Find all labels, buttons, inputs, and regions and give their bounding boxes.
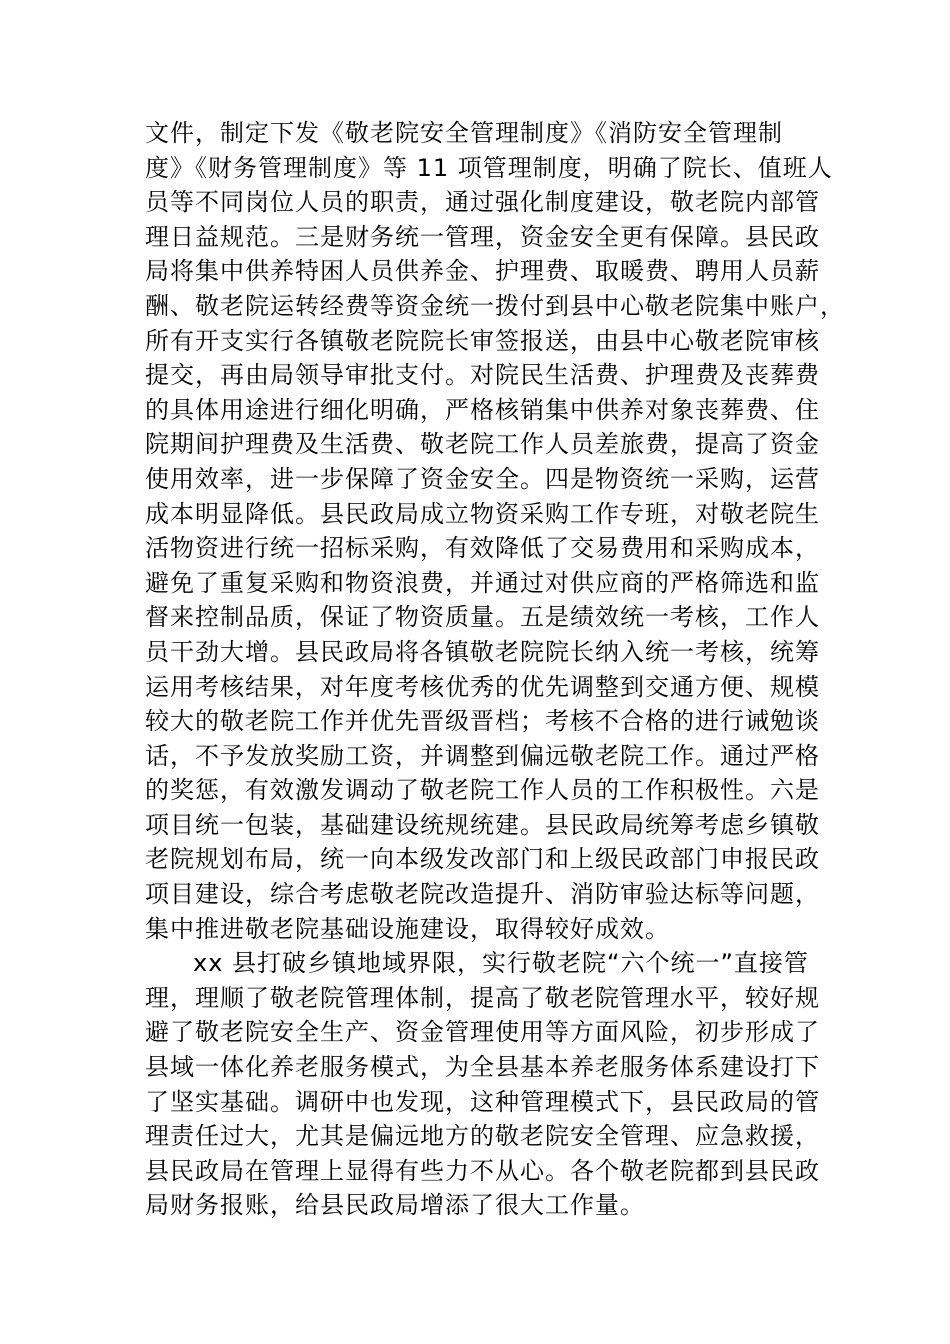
text-line: 的具体用途进行细化明确，严格核销集中供养对象丧葬费、住 [145,395,820,424]
text-line: 理日益规范。三是财务统一管理，资金安全更有保障。县民政 [145,222,820,251]
text-line: 理，理顺了敬老院管理体制，提高了敬老院管理水平，较好规 [145,983,820,1012]
text-line: 老院规划布局，统一向本级发改部门和上级民政部门申报民政 [145,845,820,874]
paragraph-2 [145,946,820,1223]
text-line: 度》《财务管理制度》等 11 项管理制度，明确了院长、值班人 [145,153,833,182]
text-line: 院期间护理费及生活费、敬老院工作人员差旅费，提高了资金 [145,430,820,459]
text-line: 避了敬老院安全生产、资金管理使用等方面风险，初步形成了 [145,1018,820,1047]
text-line: xx 县打破乡镇地域界限，实行敬老院“六个统一”直接管 [193,949,809,978]
text-line: 了坚实基础。调研中也发现，这种管理模式下，县民政局的管 [145,1087,820,1116]
text-line: 所有开支实行各镇敬老院院长审签报送，由县中心敬老院审核 [145,326,820,355]
text-line: 集中推进敬老院基础设施建设，取得较好成效。 [145,914,670,943]
text-line: 员干劲大增。县民政局将各镇敬老院院长纳入统一考核，统筹 [145,637,820,666]
text-line: 局财务报账，给县民政局增添了很大工作量。 [145,1191,645,1220]
text-line: 县域一体化养老服务模式，为全县基本养老服务体系建设打下 [145,1053,820,1082]
text-line: 督来控制品质，保证了物资质量。五是绩效统一考核，工作人 [145,603,820,632]
text-line: 文件，制定下发《敬老院安全管理制度》《消防安全管理制 [145,119,783,147]
text-line: 成本明显降低。县民政局成立物资采购工作专班，对敬老院生 [145,499,820,528]
text-line: 运用考核结果，对年度考核优秀的优先调整到交通方便、规模 [145,672,820,701]
text-line: 话，不予发放奖励工资，并调整到偏远敬老院工作。通过严格 [145,741,820,770]
text-line: 县民政局在管理上显得有些力不从心。各个敬老院都到县民政 [145,1156,820,1185]
text-line: 项目建设，综合考虑敬老院改造提升、消防审验达标等问题， [145,880,820,909]
text-line: 局将集中供养特困人员供养金、护理费、取暖费、聘用人员薪 [145,257,820,286]
text-line: 酬、敬老院运转经费等资金统一拨付到县中心敬老院集中账户， [145,291,845,320]
text-line: 活物资进行统一招标采购，有效降低了交易费用和采购成本， [145,534,820,563]
text-line: 项目统一包装，基础建设统规统建。县民政局统筹考虑乡镇敬 [145,810,820,839]
text-line: 提交，再由局领导审批支付。对院民生活费、护理费及丧葬费 [145,361,820,390]
text-line: 员等不同岗位人员的职责，通过强化制度建设，敬老院内部管 [145,188,820,217]
body-text [145,116,845,1223]
text-line: 的奖惩，有效激发调动了敬老院工作人员的工作积极性。六是 [145,776,820,805]
paragraph-1 [145,116,845,946]
text-line: 理责任过大，尤其是偏远地方的敬老院安全管理、应急救援， [145,1122,820,1151]
text-line: 较大的敬老院工作并优先晋级晋档；考核不合格的进行诫勉谈 [145,707,820,736]
text-line: 使用效率，进一步保障了资金安全。四是物资统一采购，运营 [145,464,820,493]
text-line: 避免了重复采购和物资浪费，并通过对供应商的严格筛选和监 [145,568,820,597]
